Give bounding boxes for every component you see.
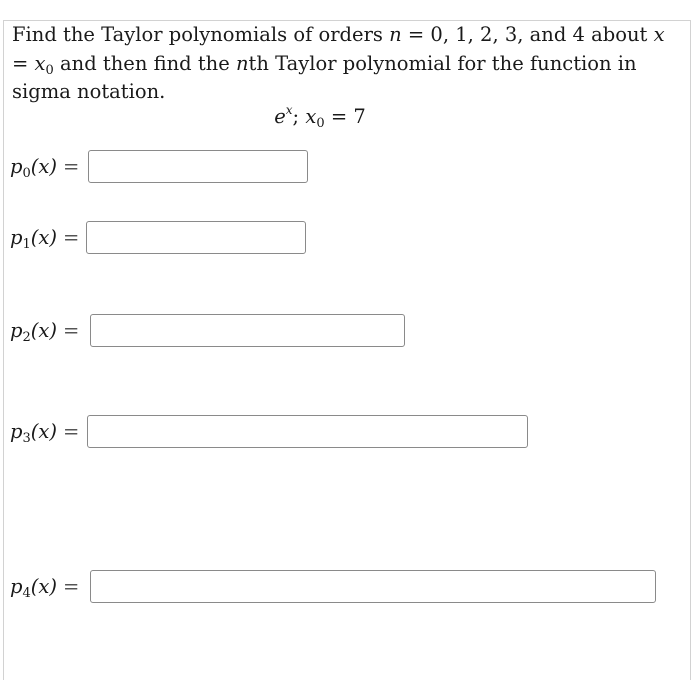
answer-label-p4 [10,574,90,601]
center-x0-base: x [305,105,317,128]
answer-input-p0[interactable] [88,150,308,183]
prompt-text-2: and 4 about [529,23,648,46]
poly-order: 2 [22,329,31,345]
answer-label-p2 [10,318,90,345]
poly-equals: = [62,318,80,342]
poly-arg: (x) [30,154,57,178]
prompt-n-variable: n [389,23,402,46]
prompt-text-3: and then find the [60,51,230,75]
poly-arg: (x) [30,225,57,249]
poly-order: 4 [22,585,31,601]
poly-name: p [10,154,23,178]
poly-order: 1 [22,236,31,252]
poly-arg: (x) [30,419,57,443]
answer-row-p4 [10,568,656,604]
poly-arg: (x) [30,574,57,598]
center-x0-sub: 0 [316,116,325,131]
prompt-x0-base: x [34,51,46,75]
function-base: e [274,105,286,128]
answer-row-p2 [10,312,405,348]
prompt-text-1: Find the Taylor polynomials of orders [12,23,383,46]
prompt-orders: = 0, 1, 2, 3, [407,23,524,46]
answer-row-p1 [10,219,306,255]
prompt-nth-variable: n [235,51,249,75]
answer-label-p0 [10,154,88,181]
function-expression [0,104,640,130]
center-equals: = [330,105,348,128]
poly-name: p [10,419,23,443]
poly-name: p [10,225,23,249]
answer-row-p3 [10,413,528,449]
prompt-x-variable: x [653,23,665,46]
question-prompt [12,21,682,107]
poly-arg: (x) [30,318,57,342]
poly-equals: = [62,225,80,249]
prompt-x0-sub: 0 [45,62,54,78]
function-separator: ; [292,105,300,128]
answer-input-p3[interactable] [87,415,528,448]
poly-equals: = [62,574,80,598]
prompt-text-4: th Taylor polynomial for the function in sigma notation. [12,51,637,103]
answer-input-p1[interactable] [86,221,306,254]
function-exponent: x [285,103,293,117]
prompt-x0 [34,51,54,78]
center-value: 7 [353,105,366,128]
poly-name: p [10,318,23,342]
prompt-equals: = [12,51,29,75]
answer-input-p4[interactable] [90,570,656,603]
poly-name: p [10,574,23,598]
poly-equals: = [62,154,80,178]
answer-row-p0 [10,148,308,184]
poly-equals: = [62,419,80,443]
poly-order: 0 [22,165,31,181]
poly-order: 3 [22,430,31,446]
answer-input-p2[interactable] [90,314,405,347]
answer-label-p1 [10,225,86,252]
answer-label-p3 [10,419,87,446]
